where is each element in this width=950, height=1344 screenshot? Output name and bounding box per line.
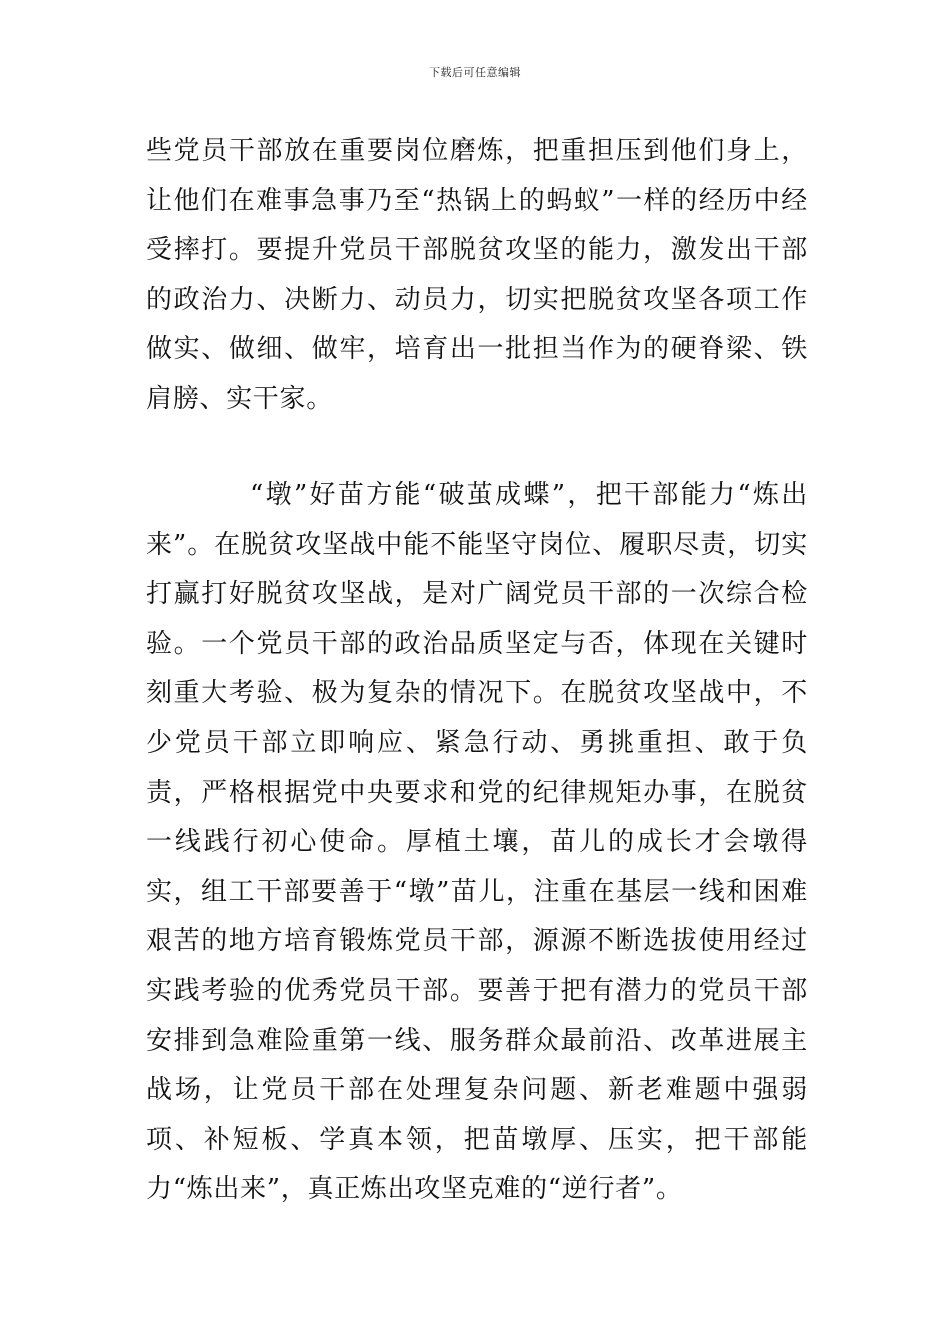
body-paragraph-2: “墩”好苗方能“破茧成蝶”，把干部能力“炼出来”。在脱贫攻坚战中能不能坚守岗位、履职尽责，切实打赢打好脱贫攻坚战，是对广阔党员干部的一次综合检验。一个党员干部的政治品质坚定与否，体现在关键时刻重大考验、极为复杂的情况下。在脱贫攻坚战中，不少党员干部立即响应、紧急行动、勇挑重担、敢于负责，严格根据党中央要求和党的纪律规矩办事，在脱贫一线践行初心使命。厚植土壤，苗儿的成长才会墩得实，组工干部要善于“墩”苗儿，注重在基层一线和困难艰苦的地方培育锻炼党员干部，源源不断选拔使用经过实践考验的优秀党员干部。要善于把有潜力的党员干部安排到急难险重第一线、服务群众最前沿、改革进展主战场，让党员干部在处理复杂问题、新老难题中强弱项、补短板、学真本领，把苗墩厚、压实，把干部能力“炼出来”，真正炼出攻坚克难的“逆行者”。	[146, 480, 808, 1205]
body-paragraph-1: 些党员干部放在重要岗位磨炼，把重担压到他们身上，让他们在难事急事乃至“热锅上的蚂蚁”一样的经历中经受摔打。要提升党员干部脱贫攻坚的能力，激发出干部的政治力、决断力、动员力，切实把脱贫攻坚各项工作做实、做细、做牢，培育出一批担当作为的硬脊梁、铁肩膀、实干家。	[146, 136, 808, 414]
page-header-note: 下载后可任意编辑	[429, 66, 521, 79]
